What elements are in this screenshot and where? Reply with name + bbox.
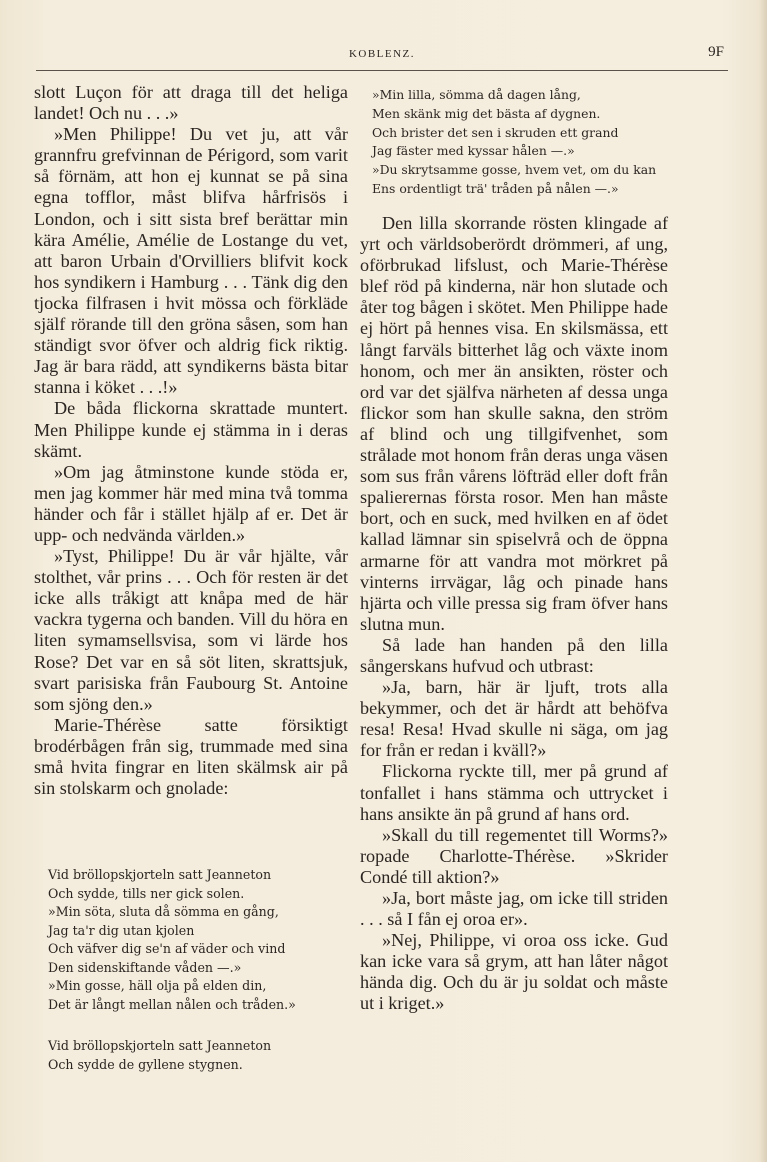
left-column (34, 82, 348, 799)
paragraph: »Skall du till regementet till Worms?» ropade Charlotte-Thérèse. »Skrider Condé till aktion?» (360, 824, 668, 887)
verse-line: Och väfver dig se'n af väder och vind (48, 941, 286, 956)
paragraph: »Ja, barn, här är ljuft, trots alla bekymmer, och det är hårdt att behöfva resa! Resa! Hvad skulle ni säga, om jag for från er redan i kväll?» (360, 677, 668, 761)
paragraph: Marie-Thérèse satte försiktigt brodérbågen från sig, trummade med sina små hvita fingrar en liten skälmsk air på sin stolskarm och gnolade: (34, 714, 348, 799)
paragraph: »Tyst, Philippe! Du är vår hjälte, vår stolthet, vår prins . . . Och för resten är det icke alls tråkigt att knåpa med de här vackra tygerna och banden. Vill du höra en liten symamsellsvisa, som vi lärde hos Rose? Det var en så söt liten, skrattsjuk, svart parisiska från Faubourg St. Antoine som sjöng den.» (34, 546, 348, 714)
right-column (360, 213, 668, 1015)
verse-line: »Min lilla, sömma då dagen lång, (372, 87, 581, 102)
song-verse-1 (48, 866, 348, 1014)
paragraph: »Ja, bort måste jag, om icke till striden . . . så I fån ej oroa er». (360, 888, 668, 930)
verse-line: Ens ordentligt trä' tråden på nålen —.» (372, 180, 619, 196)
paragraph: De båda flickorna skrattade muntert. Men Philippe kunde ej stämma in i deras skämt. (34, 398, 348, 461)
verse-line: Det är långt mellan nålen och tråden.» (48, 996, 296, 1012)
page-header (36, 36, 728, 71)
verse-line: Jag fäster med kyssar hålen —.» (372, 143, 575, 159)
verse-line: »Du skrytsamme gosse, hvem vet, om du kan (372, 162, 657, 178)
song-verse-3 (372, 86, 672, 199)
song-verse-2 (48, 1037, 348, 1074)
verse-line: Den sidenskiftande våden —.» (48, 959, 242, 975)
paragraph: Flickorna ryckte till, mer på grund af tonfallet i hans stämma och uttrycket i hans ansikte än på grund af hans ord. (360, 761, 668, 824)
paragraph: »Men Philippe! Du vet ju, att vår grannfru grefvinnan de Périgord, som varit så förnäm, att hon ej kunnat se på sina egna tofflor, måst blifva hårfrisös i London, och i sitt sista bref berättar min kära Amélie, Amélie de Lostange du vet, att baron Urbain d'Orvilliers blifvit kock hos syndikern i Hamburg . . . Tänk dig den tjocka filfrasen i hvit mössa och förkläde själf rörande till den gröna såsen, som han ständigt svor öfver och aldrig fick riktig. Jag är bara rädd, att syndikerns bästa bitar stanna i köket . . .!» (34, 124, 348, 398)
verse-line: Vid bröllopskjorteln satt Jeanneton (48, 867, 272, 882)
verse-line: Vid bröllopskjorteln satt Jeanneton (48, 1038, 272, 1053)
verse-line: Och brister det sen i skruden ett grand (372, 124, 619, 140)
verse-line: Jag ta'r dig utan kjolen (48, 922, 195, 938)
page-edge-shadow (759, 0, 767, 1162)
verse-line: »Min gosse, häll olja på elden din, (48, 978, 267, 993)
paragraph: Den lilla skorrande rösten klingade af yrt och världsoberördt drömmeri, af ung, oförbrukad lifslust, och Marie-Thérèse blef röd på kinderna, när hon slutade och åter tog bågen i skötet. Men Philippe hade ej hört på hennes visa. En skilsmässa, ett långt farväls bitterhet låg och växte inom honom, och mer än ansikten, röster och ord var det själfva närheten af dessa unga flickor som han skulle sakna, den ström af blind och ung tillgifvenhet, som strålade mot honom från deras unga väsen som sus från vårens löfträd eller doft från spalierernas första rosor. Men han måste bort, och en suck, med hvilken en af ödet kallad lämnar sin spiselvrå och de öppna armarne för att vandra mot mörkret på vinterns irrvägar, låg och pinade hans hjärta och ville pressa sig fram öfver hans slutna mun. (360, 213, 668, 634)
verse-line: »Min söta, sluta då sömma en gång, (48, 904, 279, 919)
paragraph: Så lade han handen på den lilla sångerskans hufvud och utbrast: (360, 634, 668, 676)
paragraph: »Om jag åtminstone kunde stöda er, men jag kommer här med mina två tomma händer och får i stället hjälp af er. Det är upp- och nedvända världen.» (34, 461, 348, 545)
verse-line: Och sydde de gyllene stygnen. (48, 1056, 243, 1072)
paragraph: slott Luçon för att draga till det heliga landet! Och nu . . .» (34, 82, 348, 124)
verse-line: Och sydde, tills ner gick solen. (48, 885, 245, 901)
paragraph: »Nej, Philippe, vi oroa oss icke. Gud kan icke vara så grym, att han låter något hända dig. Och du är ju soldat och måste ut i kriget.» (360, 930, 668, 1014)
verse-line: Men skänk mig det bästa af dygnen. (372, 105, 601, 121)
page-number: 9F (708, 44, 724, 60)
running-title: KOBLENZ. (348, 48, 416, 60)
